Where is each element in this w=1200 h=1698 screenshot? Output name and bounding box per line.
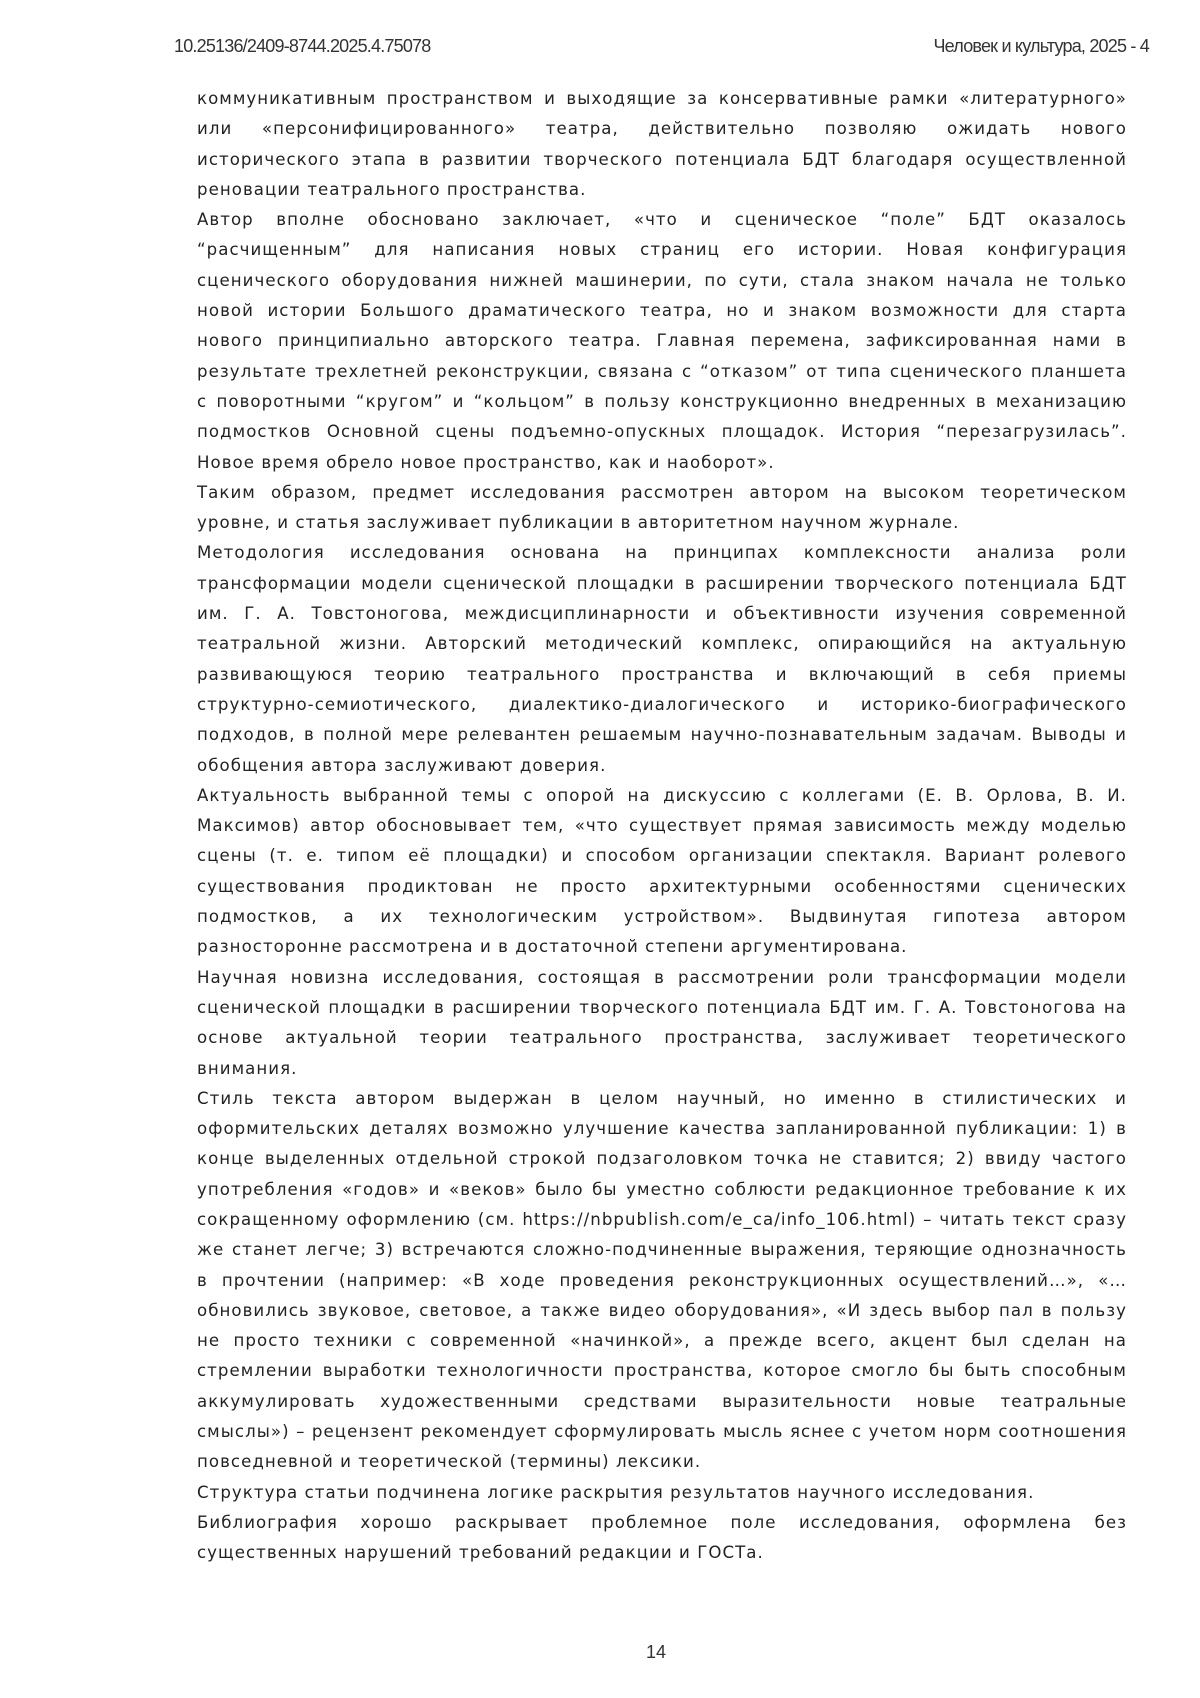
paragraph-bibliography: Библиография хорошо раскрывает проблемное поле исследования, оформлена без существенных нарушений требований редакции и ГОСТа. [197,1512,1127,1563]
paragraph-methodology: Методология исследования основана на принципах комплексности анализа роли трансформации модели сценической площадки в расширении творческого потенциала БДТ им. Г. А. Товстоногова, междисциплинарности и объективности изучения современной театральной жизни. Авторский методический комплекс, опирающийся на актуальную развивающуюся теорию театрального пространства и включающий в себя приемы структурно-семиотического, диалектико-диалогического и историко-биографического подходов, в полной мере релевантен решаемым научно-познавательным задачам. Выводы и обобщения автора заслуживают доверия. [197,543,1127,775]
page-header [174,36,1149,57]
review-body [197,84,1127,1569]
header-doi: 10.25136/2409-8744.2025.4.75078 [174,36,431,56]
paragraph-relevance: Актуальность выбранной темы с опорой на дискуссию с коллегами (Е. В. Орлова, В. И. Максимов) автор обосновывает тем, «что существует прямая зависимость между моделью сцены (т. е. типом её площадки) и способом организации спектакля. Вариант ролевого существования продиктован не просто архитектурными особенностями сценических подмостков, а их технологическим устройством». Выдвинутая гипотеза автором разносторонне рассмотрена и в достаточной степени аргументирована. [197,785,1127,957]
paragraph-style: Стиль текста автором выдержан в целом научный, но именно в стилистических и оформительских деталях возможно улучшение качества запланированной публикации: 1) в конце выделенных отдельной строкой подзаголовком точка не ставится; 2) ввиду частого употребления «годов» и «веков» было бы уместно соблюсти редакционное требование к их сокращенному оформлению (см. https://nbpublish.com/e_ca/info_106.html) – читать текст сразу же станет легче; 3) встречаются сложно-подчиненные выражения, теряющие однозначность в прочтении (например: «В ходе проведения реконструкционных осуществлений…», «… обновились звуковое, световое, а также видео оборудования», «И здесь выбор пал в пользу не просто техники с современной «начинкой», а прежде всего, акцент был сделан на стремлении выработки технологичности пространства, которое смогло бы быть способным аккумулировать художественными средствами выразительности новые театральные смыслы») – рецензент рекомендует сформулировать мысль яснее с учетом норм соотношения повседневной и теоретической (термины) лексики. [197,1088,1127,1472]
paragraph-continuation: коммуникативным пространством и выходящие за консервативные рамки «литературного» или «персонифицированного» театра, действительно позволяю ожидать нового исторического этапа в развитии творческого потенциала БДТ благодаря осуществленной реновации театрального пространства. [197,89,1127,199]
page-number: 14 [645,1642,667,1662]
paragraph-subject: Таким образом, предмет исследования рассмотрен автором на высоком теоретическом уровне, и статья заслуживает публикации в авторитетном научном журнале. [197,482,1127,533]
header-journal-issue: Человек и культура, 2025 - 4 [933,36,1149,56]
paragraph-structure: Структура статьи подчинена логике раскрытия результатов научного исследования. [197,1482,1035,1502]
paragraph-novelty: Научная новизна исследования, состоящая в рассмотрении роли трансформации модели сценической площадки в расширении творческого потенциала БДТ им. Г. А. Товстоногова на основе актуальной теории театрального пространства, заслуживает теоретического внимания. [197,967,1127,1078]
paragraph-author-conclusion: Автор вполне обосновано заключает, «что и сценическое “поле” БДТ оказалось “расчищенным” для написания новых страниц его истории. Новая конфигурация сценического оборудования нижней машинерии, по сути, стала знаком начала не только новой истории Большого драматического театра, но и знаком возможности для старта нового принципиально авторского театра. Главная перемена, зафиксированная нами в результате трехлетней реконструкции, связана с “отказом” от типа сценического планшета с поворотными “кругом” и “кольцом” в пользу конструкционно внедренных в механизацию подмостков Основной сцены подъемно-опускных площадок. История “перезагрузилась”. Новое время обрело новое пространство, как и наоборот». [197,210,1127,472]
